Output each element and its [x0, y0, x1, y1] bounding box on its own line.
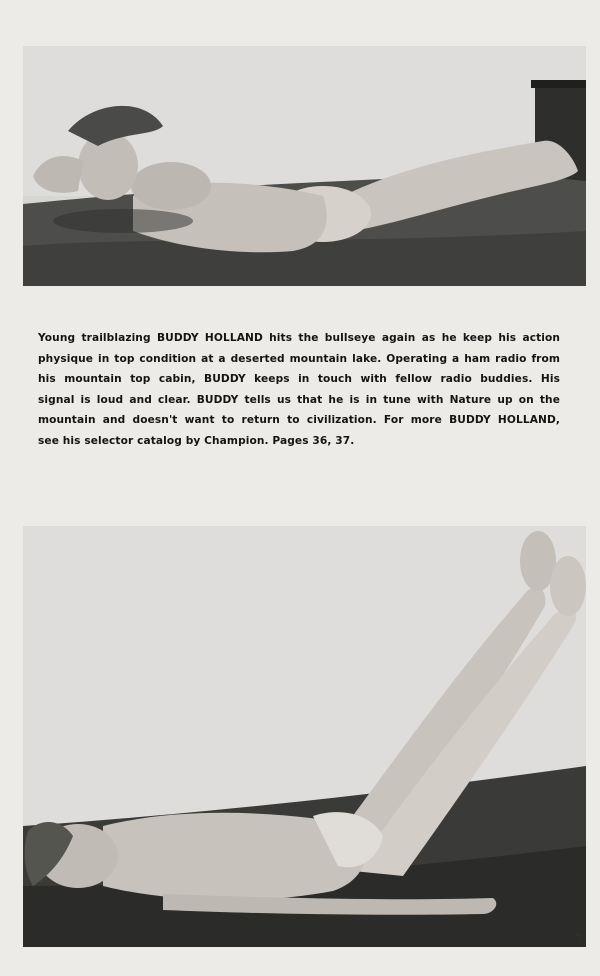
page-number: 7 — [575, 934, 582, 945]
caption-line: mountain and doesn't want to return to civilization. For more BUDDY HOLLAND, — [38, 414, 560, 426]
top-photo-man-lying-prone — [23, 46, 586, 286]
caption-line: Young trailblazing BUDDY HOLLAND hits the bullseye again as he keep his action — [38, 332, 560, 344]
caption-line: see his selector catalog by Champion. Pages 36, 37. — [38, 434, 355, 447]
caption-line: signal is loud and clear. BUDDY tells us that he is in tune with Nature up on the — [38, 393, 560, 406]
caption-text — [38, 328, 560, 451]
top-photo-image — [23, 46, 586, 286]
bottom-photo-man-legs-raised — [23, 526, 586, 947]
caption-line: physique in top condition at a deserted mountain lake. Operating a ham radio from — [38, 352, 560, 365]
bottom-photo-image — [23, 526, 586, 947]
caption-line: his mountain top cabin, BUDDY keeps in touch with fellow radio buddies. His — [38, 373, 560, 385]
